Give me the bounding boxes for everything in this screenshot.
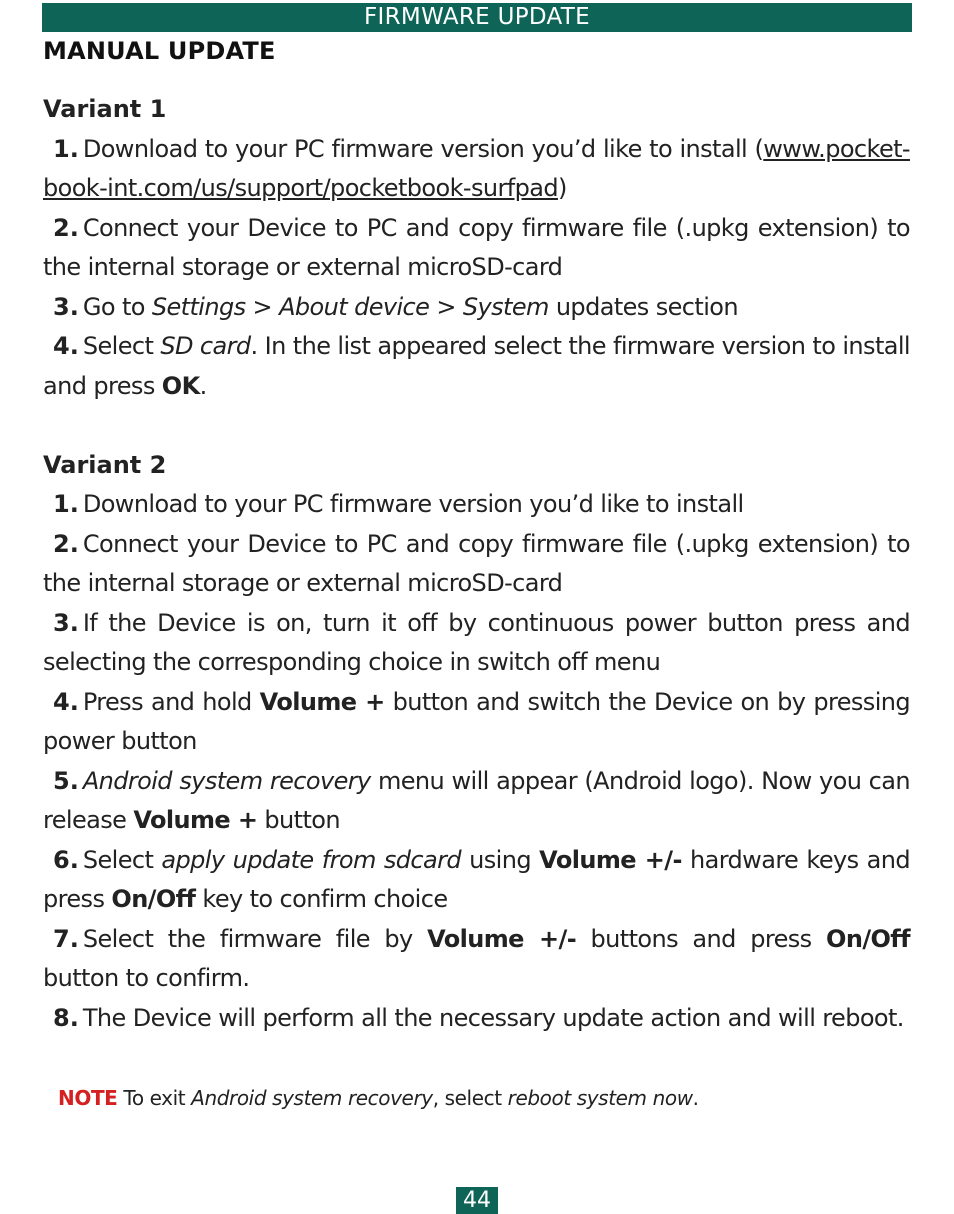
- note-block: NOTE To exit Android system recovery, select reboot system now.: [58, 1086, 699, 1110]
- note-label: NOTE: [58, 1086, 118, 1110]
- variant-2-step-8: 8. The Device will perform all the necessary update action and will reboot.: [53, 1003, 904, 1032]
- section-title: MANUAL UPDATE: [43, 37, 276, 65]
- variant-1-step-1: 1. Download to your PC firmware version you’d like to install (www.pocket-book-int.com/us/support/pocketbook-surfpad): [43, 134, 910, 202]
- variant-2-step-5: 5. Android system recovery menu will appear (Android logo). Now you can release Volume + button: [43, 766, 910, 834]
- spacer: [43, 406, 910, 446]
- variant-1-heading: Variant 1: [43, 95, 167, 123]
- document-body: [43, 90, 910, 1038]
- variant-2-step-3: 3. If the Device is on, turn it off by continuous power button press and selecting the corresponding choice in switch off menu: [43, 608, 910, 676]
- support-link[interactable]: www.pocket-book-int.com/us/support/pocketbook-surfpad: [43, 134, 910, 202]
- variant-2-step-7: 7. Select the firmware file by Volume +/- buttons and press On/Off button to confirm.: [43, 924, 910, 992]
- variant-2-step-4: 4. Press and hold Volume + button and switch the Device on by pressing power button: [43, 687, 911, 755]
- variant-1-step-2: 2. Connect your Device to PC and copy firmware file (.upkg extension) to the internal storage or external microSD-card: [43, 213, 910, 281]
- variant-2-step-6: 6. Select apply update from sdcard using Volume +/- hardware keys and press On/Off key to confirm choice: [43, 845, 910, 913]
- page-header-bar: [42, 3, 912, 32]
- header-title: FIRMWARE UPDATE: [364, 4, 590, 30]
- variant-2-step-2: 2. Connect your Device to PC and copy firmware file (.upkg extension) to the internal storage or external microSD-card: [43, 529, 910, 597]
- variant-1-step-4: 4. Select SD card. In the list appeared select the firmware version to install and press OK.: [43, 332, 910, 400]
- variant-2-step-1: 1. Download to your PC firmware version you’d like to install: [53, 490, 744, 518]
- variant-1-step-3: 3. Go to Settings > About device > System updates section: [53, 292, 738, 321]
- variant-2-heading: Variant 2: [43, 450, 167, 479]
- page-number: 44: [456, 1187, 498, 1214]
